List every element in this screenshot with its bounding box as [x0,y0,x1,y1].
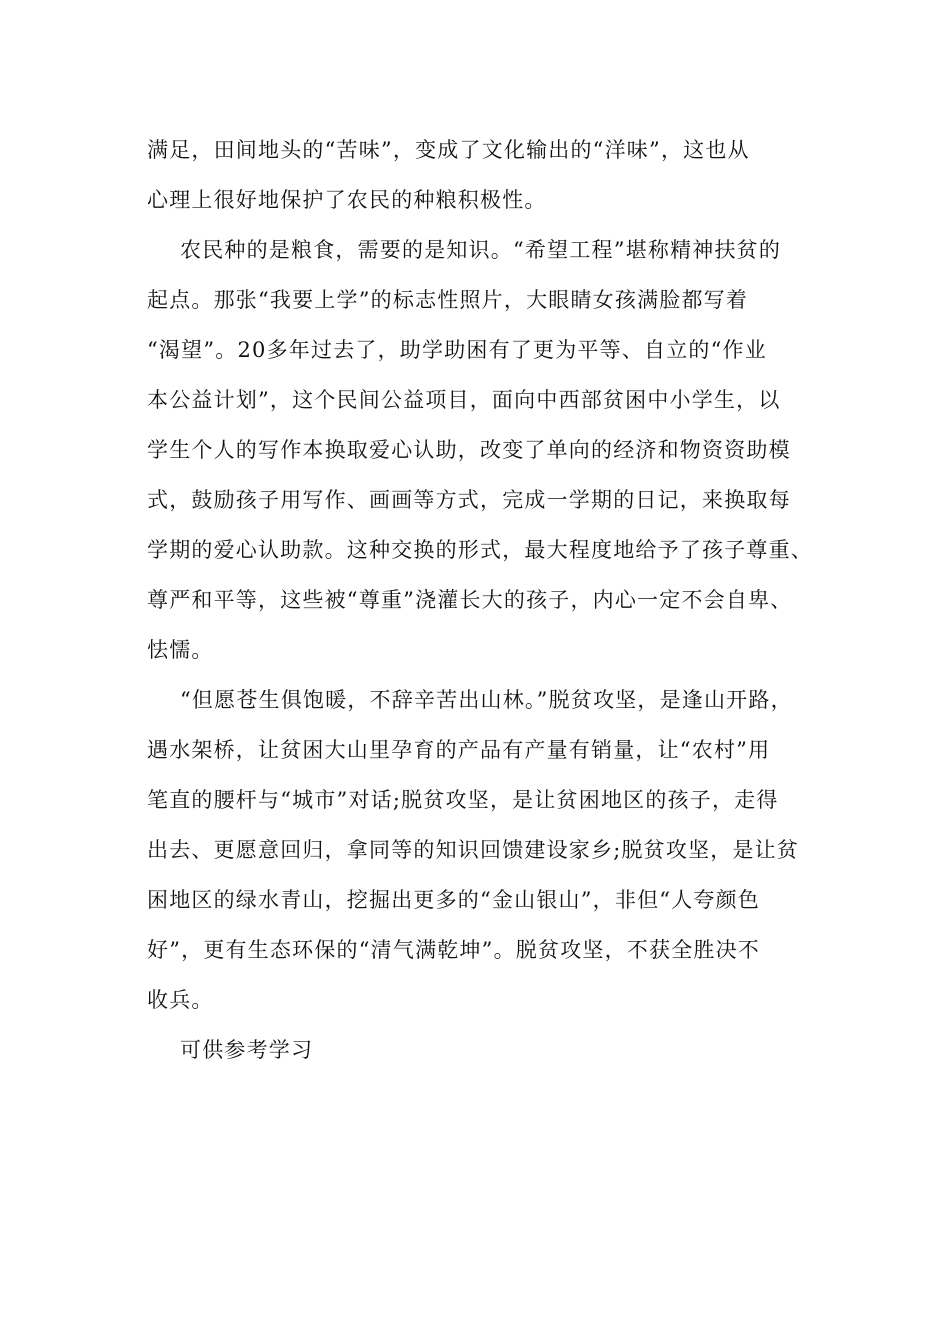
paragraph-2-line-1: 农民种的是粮食，需要的是知识。“希望工程”堪称精神扶贫的 [180,238,782,262]
paragraph-3-line-3: 笔直的腰杆与“城市”对话;脱贫攻坚，是让贫困地区的孩子，走得 [147,788,779,812]
paragraph-3-line-1: “但愿苍生俱饱暖，不辞辛苦出山林。”脱贫攻坚，是逢山开路， [180,688,793,712]
paragraph-2-line-4: 本公益计划”，这个民间公益项目，面向中西部贫困中小学生，以 [147,388,781,412]
paragraph-2-line-5: 学生个人的写作本换取爱心认助，改变了单向的经济和物资资助模 [147,438,791,462]
paragraph-2-line-7: 学期的爱心认助款。这种交换的形式，最大程度地给予了孩子尊重、 [147,538,813,562]
paragraph-1-line-1: 满足，田间地头的“苦味”，变成了文化输出的“洋味”，这也从 [147,138,750,162]
paragraph-2-line-9: 怯懦。 [147,638,214,662]
paragraph-3-line-4: 出去、更愿意回归，拿同等的知识回馈建设家乡;脱贫攻坚，是让贫 [147,838,800,862]
paragraph-3-line-7: 收兵。 [147,988,214,1012]
paragraph-2-line-3: “渴望”。20多年过去了，助学助困有了更为平等、自立的“作业 [147,338,767,362]
paragraph-3-line-6: 好”，更有生态环保的“清气满乾坤”。脱贫攻坚，不获全胜决不 [147,938,761,962]
paragraph-2-line-6: 式，鼓励孩子用写作、画画等方式，完成一学期的日记，来换取每 [147,488,791,512]
paragraph-3-line-2: 遇水架桥，让贫困大山里孕育的产品有产量有销量，让“农村”用 [147,738,771,762]
paragraph-2-line-8: 尊严和平等，这些被“尊重”浇灌长大的孩子，内心一定不会自卑、 [147,588,793,612]
paragraph-3-line-5: 困地区的绿水青山，挖掘出更多的“金山银山”，非但“人夸颜色 [147,888,761,912]
paragraph-1-line-2: 心理上很好地保护了农民的种粮积极性。 [147,188,547,212]
reference-note: 可供参考学习 [180,1038,314,1062]
paragraph-2-line-2: 起点。那张“我要上学”的标志性照片，大眼睛女孩满脸都写着 [147,288,749,312]
